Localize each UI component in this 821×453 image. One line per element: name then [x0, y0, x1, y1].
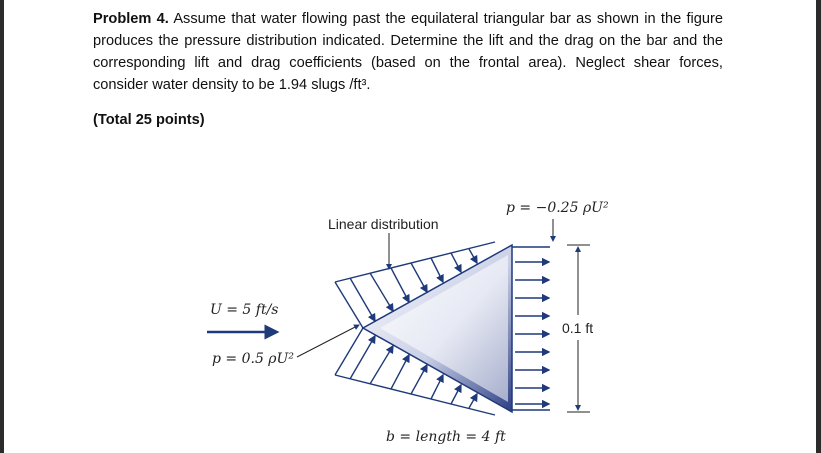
height-label: 0.1 ft: [562, 320, 594, 336]
triangle-pressure-figure: [195, 185, 625, 450]
problem-body: Assume that water flowing past the equilateral triangular bar as shown in the figure produces the pressure distribution indicated. Determine the lift and the drag on the bar and the corresponding lift and drag coefficients (based on the frontal area). Neglect shear forces, consider water density to be 1.94 slugs /ft³.: [93, 11, 724, 93]
scrollbar[interactable]: [816, 0, 821, 453]
back-pressure-label: p = −0.25 ρU²: [506, 200, 609, 216]
problem-statement: [93, 8, 723, 96]
front-pressure-leader: [297, 325, 359, 357]
back-pressure-arrows: [512, 247, 550, 410]
problem-heading: Problem 4.: [93, 11, 169, 27]
velocity-label: U = 5 ft/s: [210, 302, 279, 318]
left-edge-bar: [0, 0, 4, 453]
linear-distribution-label: Linear distribution: [328, 216, 439, 232]
total-points: (Total 25 points): [93, 112, 205, 128]
front-pressure-label: p = 0.5 ρU²: [212, 351, 294, 367]
length-label: b = length = 4 ft: [386, 429, 506, 445]
